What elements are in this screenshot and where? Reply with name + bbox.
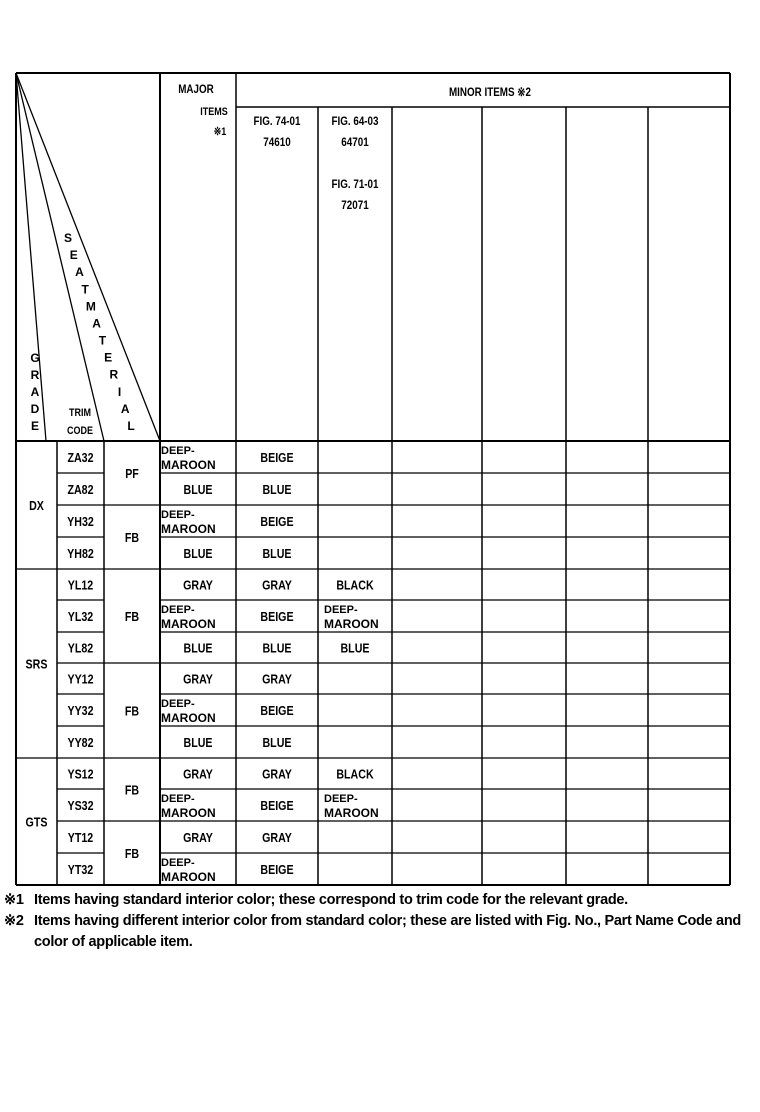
- seat-material-cell: FB: [124, 529, 140, 546]
- major-item-color-cell-line1: DEEP-: [161, 857, 195, 869]
- footnotes: [4, 890, 744, 953]
- seat-material-header-letter: T: [81, 282, 89, 297]
- fig-74-01-color-cell: BEIGE: [260, 449, 294, 466]
- major-item-color-cell-line1: DEEP-: [161, 698, 195, 710]
- trim-code-cell: YT32: [67, 861, 94, 878]
- fig-74-01-color-cell: GRAY: [262, 766, 292, 782]
- grade-cell: SRS: [25, 656, 48, 672]
- major-item-color-cell-line1: DEEP-: [161, 604, 195, 616]
- fig-74-01-color-cell: GRAY: [262, 829, 292, 846]
- major-item-color-cell-line2: MAROON: [161, 870, 216, 884]
- trim-code-cell: YL32: [67, 608, 94, 625]
- footnote-2-mark: ※2: [4, 913, 24, 929]
- trim-code-cell: ZA32: [67, 449, 94, 466]
- grade-header-letter: G: [30, 351, 40, 365]
- seat-material-header-letter: E: [69, 248, 78, 263]
- seat-material-header-letter: A: [92, 316, 101, 331]
- major-item-color-cell: GRAY: [183, 671, 213, 687]
- fig-74-01-color-cell: BLUE: [262, 640, 292, 656]
- seat-material-cell: FB: [124, 845, 140, 862]
- footnote-2-text: Items having different interior color from standard color; these are listed with Fig. No., Part Name Code and color of applicable item.: [34, 913, 741, 950]
- diagonal-trim-line: [16, 73, 104, 441]
- major-item-color-cell: BLUE: [183, 640, 213, 656]
- fig-74-01-color-cell: BEIGE: [260, 797, 294, 814]
- major-item-color-cell-line2: MAROON: [161, 711, 216, 725]
- trim-code-cell: YL12: [67, 577, 94, 593]
- major-item-color-cell: GRAY: [183, 766, 213, 782]
- seat-material-header-letter: T: [98, 333, 107, 348]
- grade-header-letter: A: [30, 385, 40, 399]
- fig-64-03-color-cell: BLACK: [336, 766, 374, 782]
- fig-74-01-color-cell: BEIGE: [260, 608, 294, 625]
- fig-64-03-color-cell-line1: DEEP-: [324, 604, 358, 616]
- trim-code-header-line1: TRIM: [68, 407, 92, 420]
- major-item-color-cell-line1: DEEP-: [161, 445, 195, 457]
- fig-74-01-color-cell: BEIGE: [260, 702, 294, 719]
- major-item-color-cell: BLUE: [183, 481, 213, 498]
- minor-column-heading: FIG. 74-01: [253, 115, 301, 129]
- major-item-color-cell-line2: MAROON: [161, 806, 216, 820]
- major-items-header-mark: ※1: [213, 126, 227, 139]
- fig-64-03-color-cell-line2: MAROON: [324, 806, 379, 820]
- trim-code-cell: YY82: [67, 734, 94, 751]
- fig-74-01-color-cell: GRAY: [262, 577, 292, 593]
- fig-64-03-color-cell-line2: MAROON: [324, 617, 379, 631]
- grade-header-letter: E: [30, 419, 40, 433]
- fig-74-01-color-cell: GRAY: [262, 671, 292, 687]
- seat-material-header-letter: M: [85, 299, 96, 314]
- minor-column-heading: 74610: [263, 136, 291, 150]
- seat-material-header-letter: A: [120, 401, 130, 416]
- minor-items-header: MINOR ITEMS ※2: [448, 86, 532, 100]
- seat-material-header-letter: I: [117, 384, 122, 399]
- fig-64-03-color-cell-line1: DEEP-: [324, 793, 358, 805]
- major-items-header-line2: ITEMS: [200, 106, 228, 119]
- major-item-color-cell: BLUE: [183, 734, 213, 751]
- fig-74-01-color-cell: BLUE: [262, 545, 292, 562]
- trim-code-cell: YH32: [67, 513, 94, 530]
- fig-74-01-color-cell: BEIGE: [260, 513, 294, 530]
- footnote-1-mark: ※1: [4, 892, 24, 908]
- footnote-1: [4, 890, 744, 911]
- grade-header-letter: R: [30, 368, 40, 382]
- footnote-1-text: Items having standard interior color; these correspond to trim code for the relevant grade.: [34, 892, 628, 908]
- seat-material-header-letter: E: [104, 350, 113, 365]
- major-item-color-cell-line2: MAROON: [161, 458, 216, 472]
- trim-code-cell: YT12: [67, 829, 94, 846]
- trim-code-header-line2: CODE: [66, 425, 94, 438]
- major-item-color-cell: BLUE: [183, 545, 213, 562]
- major-item-color-cell: GRAY: [183, 577, 213, 593]
- fig-74-01-color-cell: BLUE: [262, 734, 292, 751]
- fig-74-01-color-cell: BEIGE: [260, 861, 294, 878]
- seat-material-header-letter: S: [63, 231, 73, 245]
- trim-code-cell: YY12: [67, 671, 94, 687]
- fig-74-01-color-cell: BLUE: [262, 481, 292, 498]
- seat-material-cell: FB: [124, 703, 140, 719]
- major-item-color-cell-line2: MAROON: [161, 522, 216, 536]
- minor-column-heading: FIG. 71-01: [331, 178, 379, 192]
- major-item-color-cell-line1: DEEP-: [161, 793, 195, 805]
- fig-64-03-color-cell: BLUE: [340, 640, 370, 656]
- seat-material-cell: FB: [124, 782, 140, 798]
- major-item-color-cell: GRAY: [183, 829, 213, 846]
- grade-header-letter: D: [30, 402, 40, 416]
- fig-64-03-color-cell: BLACK: [336, 577, 374, 593]
- trim-code-cell: YL82: [67, 640, 94, 656]
- trim-code-cell: YH82: [67, 545, 94, 562]
- trim-code-cell: YS32: [67, 797, 94, 814]
- seat-material-cell: FB: [124, 608, 140, 625]
- grade-cell: DX: [29, 497, 44, 514]
- major-item-color-cell-line1: DEEP-: [161, 509, 195, 521]
- seat-material-cell: PF: [125, 465, 139, 482]
- major-item-color-cell-line2: MAROON: [161, 617, 216, 631]
- footnote-2: [4, 911, 744, 953]
- grade-cell: GTS: [25, 814, 48, 830]
- seat-material-header-letter: L: [127, 419, 135, 433]
- trim-code-cell: YY32: [67, 702, 94, 719]
- seat-material-header-letter: R: [109, 367, 119, 382]
- seat-material-header-letter: A: [75, 265, 84, 280]
- minor-column-heading: FIG. 64-03: [331, 115, 379, 129]
- major-items-header-line1: MAJOR: [178, 83, 214, 97]
- trim-code-cell: ZA82: [67, 481, 94, 498]
- minor-column-heading: 72071: [341, 199, 369, 213]
- minor-column-heading: 64701: [341, 136, 369, 150]
- trim-code-cell: YS12: [67, 766, 94, 782]
